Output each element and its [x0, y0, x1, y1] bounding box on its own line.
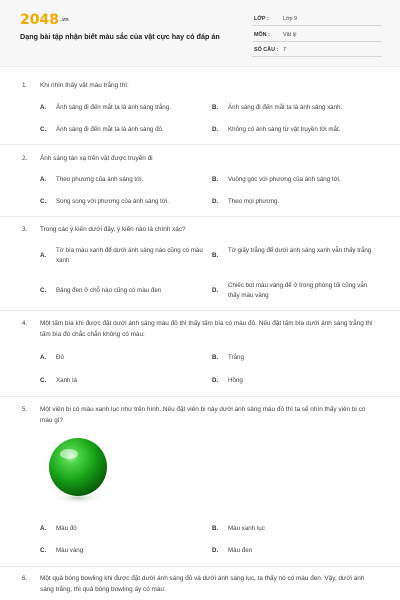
meta-row-grade [252, 13, 382, 26]
divider [0, 396, 400, 397]
question-text: Một viên bi có màu xanh lục như trên hình. Nếu đặt viên bi này dưới ánh sáng màu đỏ thì ta sẽ nhìn thấy viên bi có màu gì? [40, 406, 366, 424]
option-letter: B. [212, 104, 219, 111]
option-letter: B. [212, 354, 219, 361]
option-text: Bảng đen ở chỗ nào cũng có màu đen [56, 287, 162, 294]
option-letter: C. [40, 377, 47, 384]
question-text: Một tấm bìa khi được đặt dưới ánh sáng màu đỏ thì thấy tấm bìa có màu đỏ. Nếu đặt tấm bìa dưới ánh sáng trắng thì tấm bìa đó chắc chắn không có màu: [40, 320, 373, 338]
logo-suffix: .vn [59, 17, 69, 23]
divider [0, 310, 400, 311]
option-letter: A. [40, 354, 47, 361]
option-letter: A. [40, 252, 47, 259]
option-letter: D. [212, 547, 219, 554]
meta-row-subject [252, 29, 382, 42]
option-letter: D. [212, 126, 219, 133]
option-letter: C. [40, 547, 47, 554]
option-letter: B. [212, 525, 219, 532]
option-text: Xanh lá [56, 377, 77, 384]
option-text: Vuông góc với phương của ánh sáng tới. [228, 176, 341, 183]
option-letter: D. [212, 198, 219, 205]
option-text: Màu vàng [56, 547, 84, 554]
meta-label: MÔN : [254, 32, 270, 38]
question-text: Ánh sáng tán xạ trên vật được truyền đi [40, 155, 153, 162]
question-text: Trong các ý kiến dưới đây, ý kiến nào là chính xác? [40, 226, 186, 233]
divider [0, 566, 400, 567]
worksheet-title: Dạng bài tập nhận biết màu sắc của vật cực hay có đáp án [20, 32, 220, 41]
option-text: Ánh sáng đi đến mắt ta là ánh sáng đỏ. [56, 126, 164, 133]
option-letter: A. [40, 104, 47, 111]
option-text: Màu xanh lục [228, 525, 265, 532]
meta-label: SỐ CÂU : [254, 47, 279, 53]
worksheet-header [0, 0, 400, 67]
question-number: 2. [22, 155, 28, 162]
option-letter: C. [40, 126, 47, 133]
logo-text: 2048 [20, 12, 59, 28]
option-text: Hồng [228, 377, 243, 384]
option-text: Ánh sáng đi đến mắt ta là ánh sáng xanh. [228, 104, 343, 111]
option-letter: C. [40, 287, 47, 294]
option-text: Chiếc bút màu vàng để ở trong phòng tối cũng vẫn thấy màu vàng [228, 282, 368, 299]
question-text: Một quả bóng bowling khi được đặt dưới ánh sáng đỏ và dưới ánh sáng lục, ta thấy nó có màu đen. Vậy, dưới ánh sáng trắng, thì quả bóng bowling ấy có màu: [40, 575, 365, 593]
question-text: Khi nhìn thấy vật màu trắng thì: [40, 82, 129, 89]
option-letter: B. [212, 252, 219, 259]
meta-value: Vật lý [283, 32, 297, 38]
option-text: Ánh sáng đi đến mắt ta là ánh sáng trắng. [56, 104, 171, 111]
question-number: 4. [22, 320, 28, 327]
option-text: Theo mọi phương. [228, 198, 280, 205]
meta-value: Lớp 9 [283, 16, 298, 22]
meta-value: 7 [283, 47, 286, 53]
option-letter: D. [212, 377, 219, 384]
meta-label: LỚP : [254, 16, 269, 22]
question-number: 1. [22, 82, 28, 89]
question-number: 5. [22, 406, 28, 413]
site-logo[interactable] [20, 12, 69, 28]
option-text: Đỏ [56, 354, 64, 361]
option-letter: A. [40, 176, 47, 183]
divider [0, 144, 400, 145]
option-letter: A. [40, 525, 47, 532]
option-text: Tờ giấy trắng để dưới ánh sáng xanh vẫn thấy trắng [228, 247, 372, 254]
option-text: Theo phương của ánh sáng tới. [56, 176, 144, 183]
green-ball-image [42, 434, 114, 506]
question-number: 6. [22, 575, 28, 582]
option-text: Không có ánh sáng từ vật truyền tới mắt. [228, 126, 341, 133]
option-text: Tờ bìa màu xanh để dưới ánh sáng nào cũng có màu xanh [56, 247, 203, 264]
divider [0, 216, 400, 217]
meta-row-question-count [252, 44, 382, 57]
question-number: 3. [22, 226, 28, 233]
option-letter: C. [40, 198, 47, 205]
option-text: Màu đen [228, 547, 253, 554]
option-letter: D. [212, 287, 219, 294]
option-text: Màu đỏ [56, 525, 77, 532]
option-letter: B. [212, 176, 219, 183]
option-text: Trắng [228, 354, 244, 361]
option-text: Song song với phương của ánh sáng tới. [56, 198, 169, 205]
